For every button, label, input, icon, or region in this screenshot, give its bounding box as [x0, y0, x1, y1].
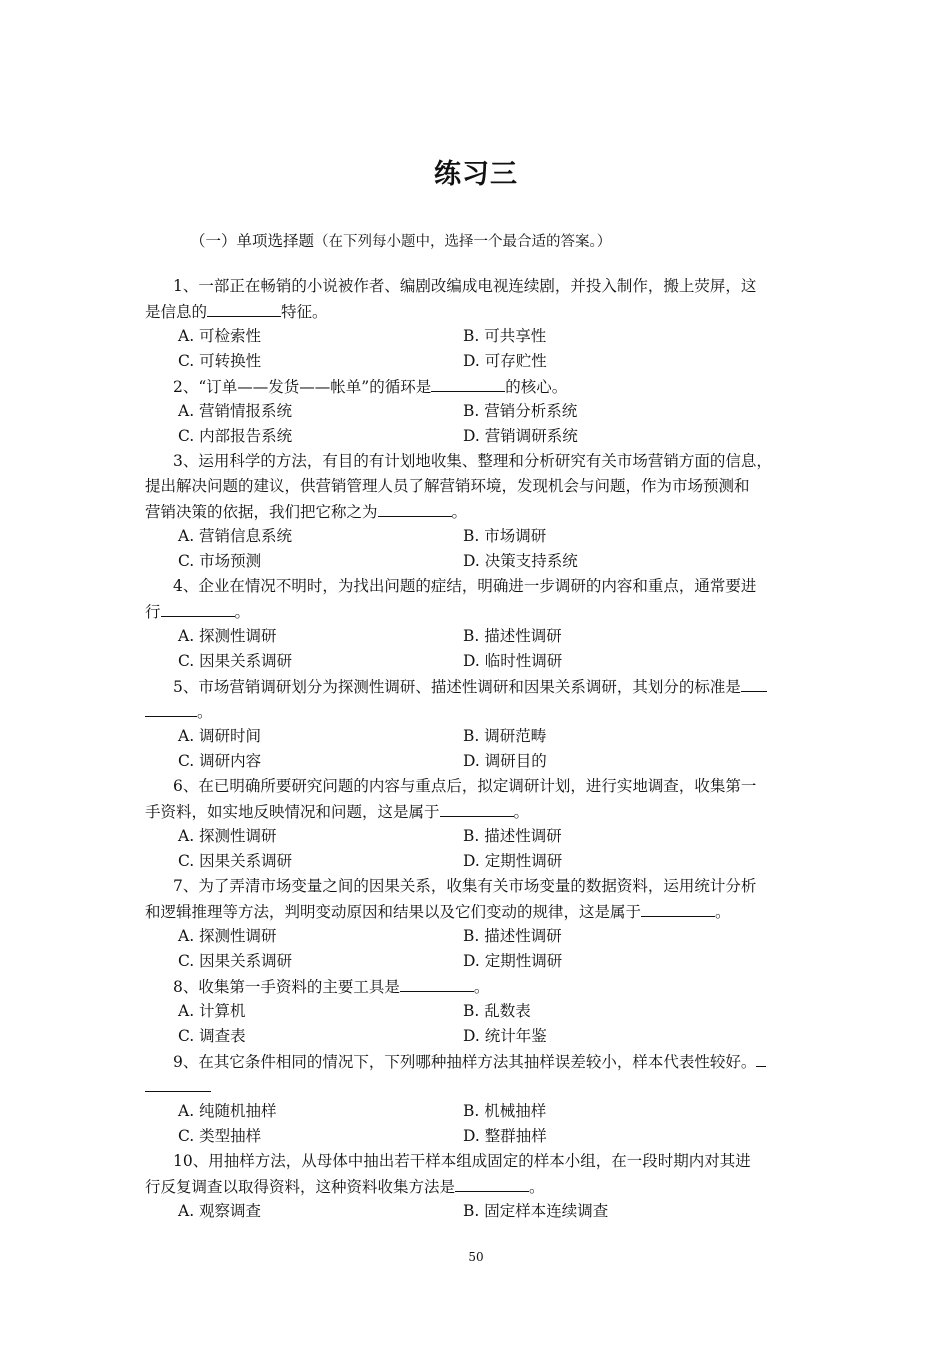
question-text: 手资料，如实地反映情况和问题，这是属于 。 [145, 799, 815, 824]
answer-blank [741, 674, 767, 692]
option: C. 调研内容 [178, 752, 262, 770]
answer-blank [641, 899, 715, 917]
options-row [145, 924, 815, 949]
option: A. 探测性调研 [178, 827, 277, 845]
option: C. 因果关系调研 [178, 652, 293, 670]
option: D. 临时性调研 [463, 652, 563, 670]
options-row [145, 424, 815, 449]
answer-blank [378, 499, 452, 517]
section-heading-text: （一）单项选择题 [190, 232, 315, 250]
answer-blank [145, 699, 197, 717]
option: D. 定期性调研 [463, 852, 563, 870]
option: B. 描述性调研 [463, 927, 562, 945]
answer-blank [161, 599, 235, 617]
question-text: 行 。 [145, 599, 815, 624]
option: C. 因果关系调研 [178, 852, 293, 870]
options-row [145, 524, 815, 549]
answer-blank [431, 374, 505, 392]
question-5 [145, 674, 815, 774]
question-text: 9、在其它条件相同的情况下，下列哪种抽样方法其抽样误差较小，样本代表性较好。 [145, 1049, 815, 1074]
option: A. 探测性调研 [178, 927, 277, 945]
options-row [145, 349, 815, 374]
options-row [145, 999, 815, 1024]
option: A. 可检索性 [178, 327, 262, 345]
options-row [145, 624, 815, 649]
question-text: 营销决策的依据，我们把它称之为 。 [145, 499, 815, 524]
option: B. 固定样本连续调查 [463, 1202, 609, 1220]
option: B. 可共享性 [463, 327, 547, 345]
question-list [145, 274, 815, 1224]
answer-blank [400, 974, 474, 992]
options-row [145, 1099, 815, 1124]
question-text: 7、为了弄清市场变量之间的因果关系，收集有关市场变量的数据资料，运用统计分析 [173, 877, 757, 895]
option: B. 调研范畴 [463, 727, 547, 745]
question-text: 和逻辑推理等方法，判明变动原因和结果以及它们变动的规律，这是属于 。 [145, 899, 815, 924]
question-6 [145, 774, 815, 874]
options-row [145, 749, 815, 774]
page-title: 练习三 [434, 159, 518, 190]
question-text: 4、企业在情况不明时，为找出问题的症结，明确进一步调研的内容和重点，通常要进 [173, 577, 757, 595]
option: D. 决策支持系统 [463, 552, 578, 570]
question-text: 1、一部正在畅销的小说被作者、编剧改编成电视连续剧，并投入制作，搬上荧屏，这 [173, 277, 757, 295]
options-row [145, 1024, 815, 1049]
question-text: 8、收集第一手资料的主要工具是 。 [145, 974, 815, 999]
options-row [145, 549, 815, 574]
question-text: 6、在已明确所要研究问题的内容与重点后，拟定调研计划，进行实地调查，收集第一 [173, 777, 757, 795]
option: B. 营销分析系统 [463, 402, 578, 420]
options-row [145, 1124, 815, 1149]
question-4 [145, 574, 815, 674]
option: A. 观察调查 [178, 1202, 262, 1220]
answer-blank [455, 1174, 529, 1192]
option: C. 因果关系调研 [178, 952, 293, 970]
question-10 [145, 1149, 815, 1224]
options-row [145, 649, 815, 674]
option: D. 定期性调研 [463, 952, 563, 970]
option: A. 调研时间 [178, 727, 262, 745]
question-text: 行反复调查以取得资料，这种资料收集方法是 。 [145, 1174, 815, 1199]
question-text: 3、运用科学的方法，有目的有计划地收集、整理和分析研究有关市场营销方面的信息， [173, 452, 772, 470]
option: A. 计算机 [178, 1002, 246, 1020]
question-3 [145, 449, 815, 574]
option: B. 描述性调研 [463, 827, 562, 845]
option: A. 营销信息系统 [178, 527, 293, 545]
options-row [145, 1199, 815, 1224]
option: C. 调查表 [178, 1027, 246, 1045]
option: C. 内部报告系统 [178, 427, 293, 445]
options-row [145, 849, 815, 874]
question-8 [145, 974, 815, 1049]
question-2 [145, 374, 815, 449]
option: D. 统计年鉴 [463, 1027, 547, 1045]
option: D. 可存贮性 [463, 352, 547, 370]
question-text: 是信息的 特征。 [145, 299, 815, 324]
option: D. 营销调研系统 [463, 427, 578, 445]
options-row [145, 824, 815, 849]
question-7 [145, 874, 815, 974]
option: B. 乱数表 [463, 1002, 531, 1020]
answer-blank [207, 299, 281, 317]
question-text: 10、用抽样方法，从母体中抽出若干样本组成固定的样本小组，在一段时期内对其进 [173, 1152, 751, 1170]
option: D. 整群抽样 [463, 1127, 547, 1145]
answer-blank [440, 799, 514, 817]
question-1 [145, 274, 815, 374]
option: B. 机械抽样 [463, 1102, 547, 1120]
options-row [145, 724, 815, 749]
option: C. 可转换性 [178, 352, 262, 370]
question-text: 5、市场营销调研划分为探测性调研、描述性调研和因果关系调研，其划分的标准是 [145, 674, 815, 699]
question-text: 2、“订单——发货——帐单”的循环是 的核心。 [145, 374, 815, 399]
option: D. 调研目的 [463, 752, 547, 770]
option: A. 营销情报系统 [178, 402, 293, 420]
option: A. 探测性调研 [178, 627, 277, 645]
option: A. 纯随机抽样 [178, 1102, 277, 1120]
answer-blank [145, 1074, 211, 1092]
option: B. 市场调研 [463, 527, 547, 545]
option: C. 市场预测 [178, 552, 262, 570]
section-heading [190, 229, 611, 254]
options-row [145, 324, 815, 349]
question-text [145, 1074, 815, 1099]
options-row [145, 399, 815, 424]
question-9 [145, 1049, 815, 1149]
section-hint: （在下列每小题中，选择一个最合适的答案。） [314, 234, 612, 250]
option: C. 类型抽样 [178, 1127, 262, 1145]
page-number: 50 [468, 1250, 484, 1264]
options-row [145, 949, 815, 974]
option: B. 描述性调研 [463, 627, 562, 645]
question-text: 提出解决问题的建议，供营销管理人员了解营销环境，发现机会与问题，作为市场预测和 [145, 477, 750, 495]
answer-blank [756, 1049, 766, 1067]
question-text: 。 [145, 699, 815, 724]
